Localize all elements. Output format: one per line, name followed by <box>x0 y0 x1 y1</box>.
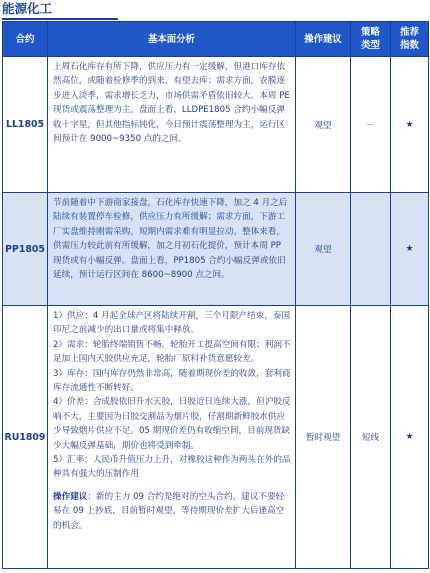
star-icon: ★ <box>391 193 429 306</box>
table-header-row <box>3 22 429 57</box>
analysis-paragraph: 上周石化库存有所下降，供应压力有一定缓解，但港口库存依然高位，或随着检修季的到来，有望去库；需求方面，农膜逐步进入淡季，需求增长乏力，市场供需矛盾依旧较大。本周 PE 现货或震荡整理为主。盘面上看，LLDPE1805 合约小幅反弹收十字星，但其他指标钝化，今日预计震荡整理为主，运行区间预计在 9000~9350 点的之间。 <box>53 62 290 145</box>
header-strategy: 策略类型 <box>351 22 391 57</box>
table-row <box>3 193 429 306</box>
header-contract: 合约 <box>3 22 48 57</box>
strategy-type: 短线 <box>351 306 391 569</box>
header-analysis: 基本面分析 <box>48 22 296 57</box>
strategy-type: － <box>351 57 391 193</box>
operation-advice: 暂时观望 <box>296 306 351 569</box>
strategy-type <box>351 193 391 306</box>
analysis-item-demand: 2）需求：轮胎终端销售不畅，轮胎开工提高空间有限；利润不足加上国内天胶供应充足，轮胎厂原料补货意愿较差。 <box>53 339 291 365</box>
star-icon: ★ <box>391 306 429 569</box>
title-underline <box>2 18 118 20</box>
advice-text: ：新的主力 09 合约是绝对的空头合约，建议不要轻易在 09 上抄底，目前暂时观望，等待期现价差扩大后逢高空的机会。 <box>53 491 285 531</box>
analysis-paragraph: 节前随着中下游商家接盘，石化库存快速下降，加之 4 月之后陆续有装置停车检修，供应压力有所缓解；需求方面，下游工厂实盘维持刚需采购，短期内需求难有明显拉动。整体来看，供需压力较此前有所缓解，加之月初石化提价，预计本周 PP 现货或有小幅反弹。盘面上看，PP1805 合约小幅反弹或依旧延续，预计运行区间在 8600~8900 点之间。 <box>53 198 288 281</box>
section-title: 能源化工 <box>2 1 53 16</box>
table-row <box>3 57 429 193</box>
analysis-item-spread: 4）价差：合成胶依旧升水天胶，日胶近日连续大涨，但沪胶反响不大，主要因为日胶交割品为烟片胶，仔割期新鲜胶水供应少导致烟片供应不足。05 期现价差仍有收缩空间，目前现货缺少大幅反弹基础，期价也将受到牵制。 <box>53 397 291 451</box>
header-recommend: 推荐指数 <box>391 22 429 57</box>
analysis-text <box>48 57 296 193</box>
advice-label: 操作建议 <box>53 491 88 502</box>
analysis-item-fx: 5）汇率：人民币升值压力上升，对橡胶这种作为两头在外的品种具有强大的压制作用 <box>53 455 291 480</box>
operation-advice: 观望 <box>296 193 351 306</box>
analysis-item-inventory: 3）库存：国内库存仍然非常高，随着期现价差的收敛，套利商库存流通性不断转好。 <box>53 368 291 394</box>
table-row <box>3 306 429 569</box>
operation-advice-paragraph <box>53 490 292 533</box>
operation-advice: 观望 <box>296 57 351 193</box>
contract-code: LL1805 <box>3 57 48 193</box>
contract-code: RU1809 <box>3 306 48 569</box>
contract-code: PP1805 <box>3 193 48 306</box>
analysis-item-supply: 1）供应：4 月起全球产区将陆续开割，三个月限产结束，泰国印尼之前减少的出口量或将集中释放。 <box>53 311 291 336</box>
header-operation: 操作建议 <box>296 22 351 57</box>
star-icon: ★ <box>391 57 429 193</box>
analysis-text <box>48 193 296 306</box>
futures-table <box>2 21 429 569</box>
analysis-text <box>48 306 296 569</box>
